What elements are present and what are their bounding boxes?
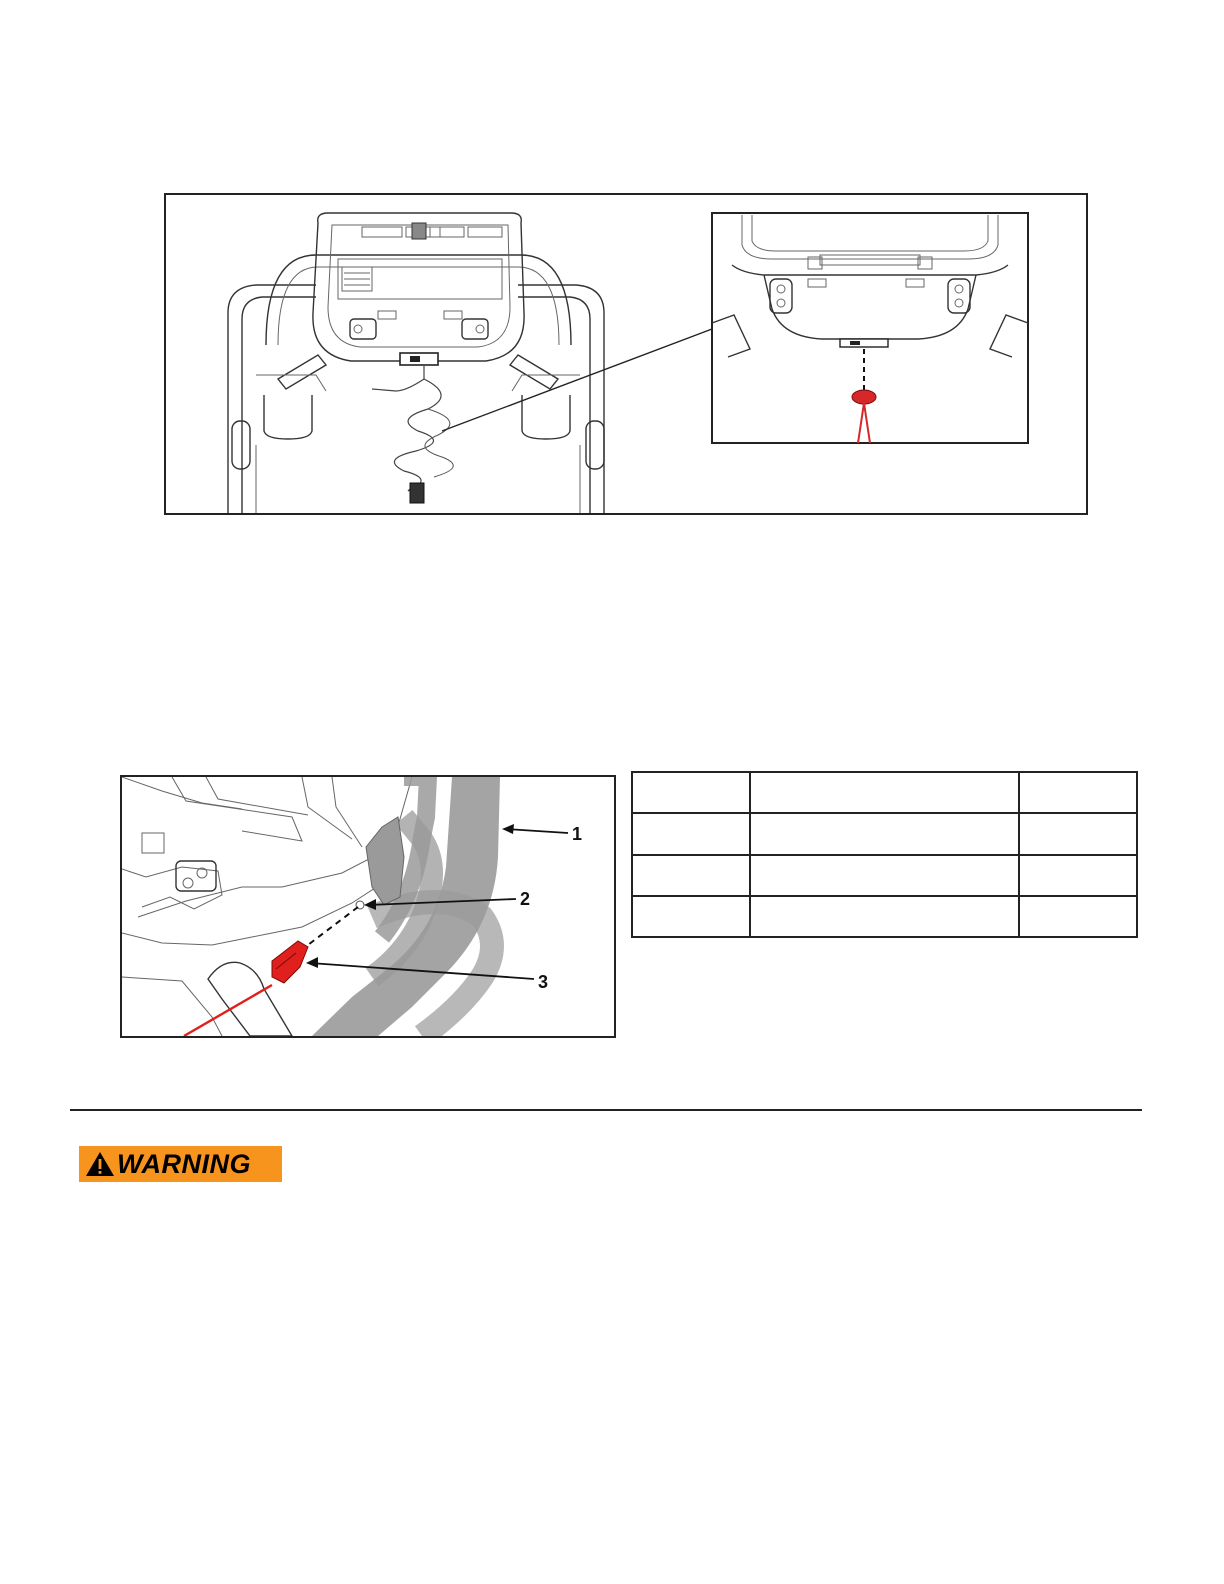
table-cell bbox=[750, 855, 1019, 896]
callout-2: 2 bbox=[520, 889, 531, 909]
left-handrail bbox=[228, 285, 316, 513]
safety-clip bbox=[410, 483, 424, 503]
callout-1: 1 bbox=[572, 824, 583, 844]
warning-triangle-icon bbox=[85, 1150, 115, 1178]
table-cell bbox=[750, 772, 1019, 813]
figure-clip-detail bbox=[120, 775, 616, 1038]
right-cupholder bbox=[522, 395, 570, 439]
right-pulse-grip bbox=[510, 355, 558, 389]
inset-detail bbox=[712, 213, 1028, 443]
mount-point-2 bbox=[366, 817, 404, 905]
leader-line bbox=[442, 329, 712, 431]
console-arch bbox=[266, 255, 571, 345]
right-handrail bbox=[518, 285, 604, 513]
treadmill-console-illustration bbox=[166, 195, 1086, 513]
warning-badge bbox=[79, 1146, 282, 1182]
parts-table bbox=[631, 771, 1138, 938]
table-row bbox=[632, 813, 1137, 854]
table-cell bbox=[1019, 772, 1137, 813]
table-cell bbox=[750, 896, 1019, 937]
table-cell bbox=[1019, 855, 1137, 896]
table-row bbox=[632, 772, 1137, 813]
left-cupholder bbox=[264, 395, 312, 439]
figure-console-overview bbox=[164, 193, 1088, 515]
section-divider bbox=[70, 1109, 1142, 1111]
safety-clip-3 bbox=[272, 941, 308, 983]
warning-label: WARNING bbox=[117, 1148, 251, 1179]
table-cell bbox=[632, 813, 750, 854]
table-cell bbox=[632, 855, 750, 896]
table-cell bbox=[750, 813, 1019, 854]
table-row bbox=[632, 896, 1137, 937]
table-cell bbox=[1019, 813, 1137, 854]
coiled-safety-cord bbox=[394, 379, 441, 491]
table-cell bbox=[1019, 896, 1137, 937]
clip-detail-illustration bbox=[122, 777, 614, 1036]
table-cell bbox=[632, 772, 750, 813]
inset-key-slot bbox=[840, 339, 888, 347]
safety-key-icon bbox=[852, 390, 876, 404]
table-row bbox=[632, 855, 1137, 896]
callout-3: 3 bbox=[538, 972, 549, 992]
left-pulse-grip bbox=[278, 355, 326, 389]
table-cell bbox=[632, 896, 750, 937]
